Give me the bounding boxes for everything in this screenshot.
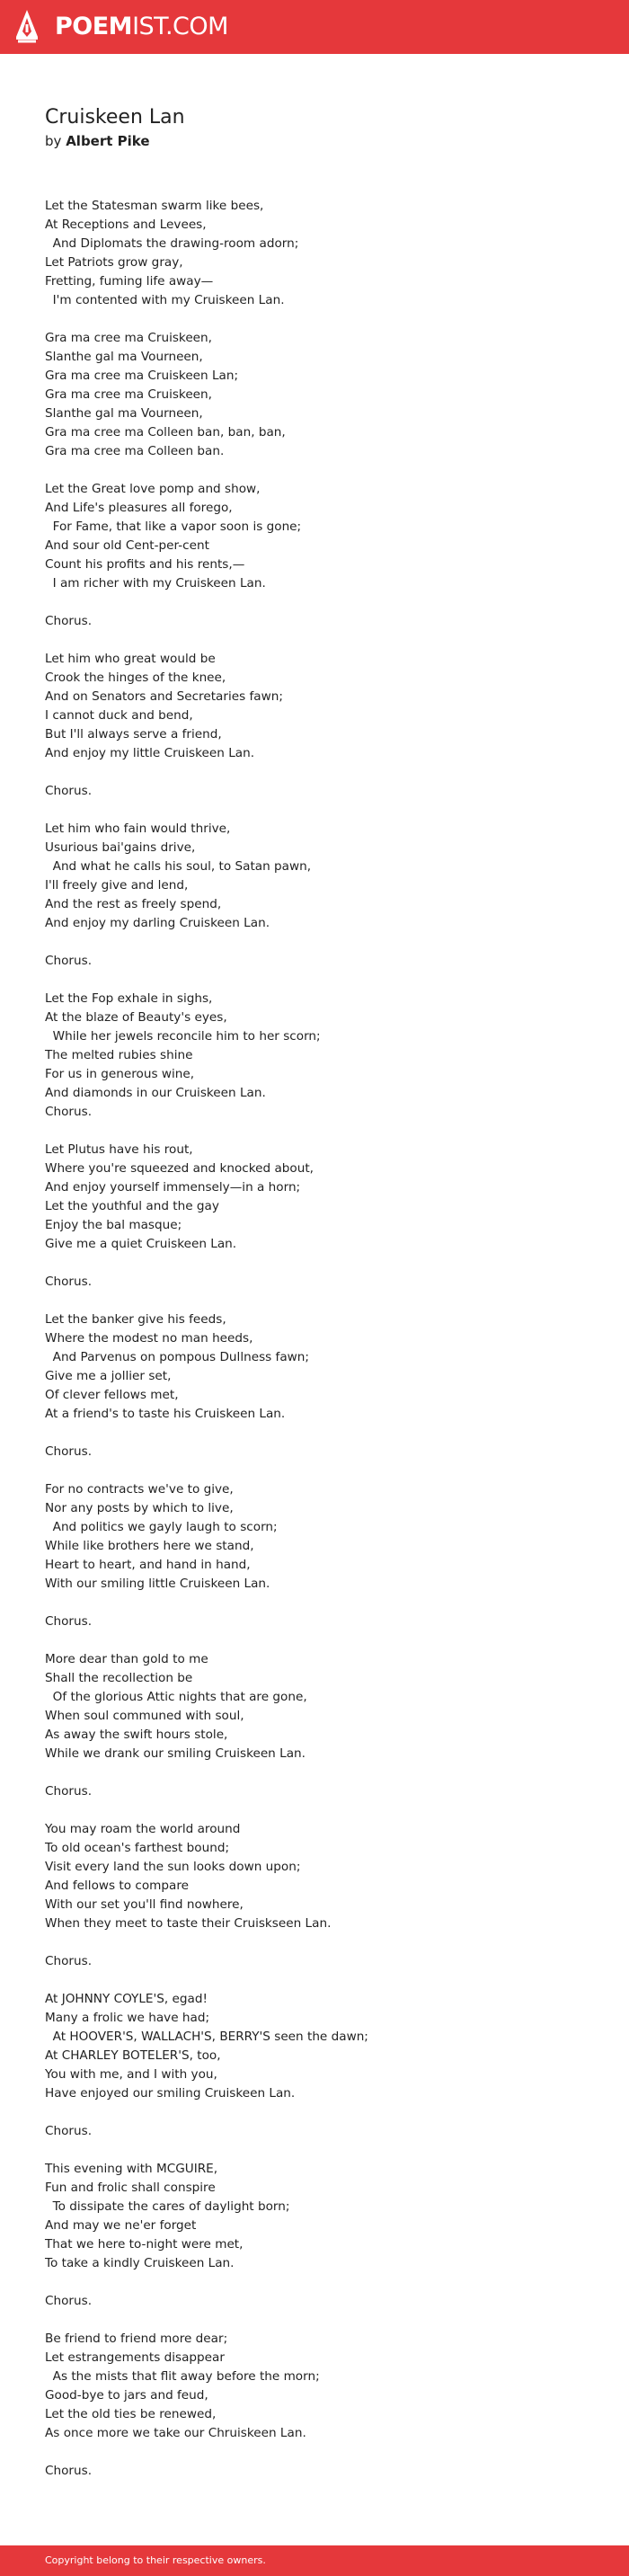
stanza-break [45, 593, 602, 612]
poem-line: While her jewels reconcile him to her scorn; [45, 1029, 321, 1044]
poem-title: Cruiskeen Lan [45, 106, 185, 129]
stanza-break [45, 1971, 602, 1990]
poem-line: Fretting, fuming life away— [45, 274, 214, 289]
poem-line: And Diplomats the drawing-room adorn; [45, 236, 299, 251]
poem-line: And may we ne'er forget [45, 2218, 197, 2233]
stanza-break [45, 1254, 602, 1273]
by-label: by [45, 133, 62, 149]
poem-line: Chorus. [45, 1954, 93, 1968]
poem-line: Let him who great would be [45, 652, 216, 666]
stanza-break [45, 1801, 602, 1820]
poem-line: Chorus. [45, 1784, 93, 1799]
stanza-break [45, 763, 602, 782]
site-footer [0, 2545, 629, 2576]
pen-nib-icon[interactable] [16, 10, 38, 43]
poem-line: Let Plutus have his rout, [45, 1142, 193, 1157]
site-header [0, 0, 629, 54]
poem-line: For us in generous wine, [45, 1067, 195, 1081]
poem-line: And diamonds in our Cruiskeen Lan. [45, 1086, 266, 1100]
poem-line: And enjoy my darling Cruiskeen Lan. [45, 916, 270, 930]
poem-line: Usurious bai'gains drive, [45, 840, 196, 855]
stanza-break [45, 1424, 602, 1443]
poem-line: And Parvenus on pompous Dullness fawn; [45, 1350, 309, 1364]
poem-line: But I'll always serve a friend, [45, 727, 222, 742]
poem-line: Chorus. [45, 1105, 93, 1119]
poem-line: Visit every land the sun looks down upon; [45, 1860, 301, 1874]
poem-line: When they meet to taste their Cruiskseen Lan. [45, 1916, 332, 1931]
poem-line: Many a frolic we have had; [45, 2011, 210, 2025]
poem-line: When soul communed with soul, [45, 1709, 244, 1723]
poem-line: Good-bye to jars and feud, [45, 2388, 208, 2403]
poem-line: The melted rubies shine [45, 1048, 193, 1062]
poem-line: I'll freely give and lend, [45, 878, 189, 893]
stanza-break [45, 2273, 602, 2292]
poem-line: Count his profits and his rents,— [45, 557, 245, 572]
poem-line: Of clever fellows met, [45, 1388, 179, 1402]
poem-line: Slanthe gal ma Vourneen, [45, 406, 203, 421]
poem-body [45, 197, 602, 2481]
poem-line: As the mists that flit away before the morn; [45, 2369, 320, 2384]
poem-line: And enjoy yourself immensely—in a horn; [45, 1180, 301, 1195]
stanza-break [45, 2141, 602, 2160]
poem-line: Nor any posts by which to live, [45, 1501, 234, 1515]
poem-line: Gra ma cree ma Colleen ban, ban, ban, [45, 425, 286, 440]
poem-line: At HOOVER'S, WALLACH'S, BERRY'S seen the dawn; [45, 2030, 368, 2044]
stanza-break [45, 1631, 602, 1650]
stanza-break [45, 1594, 602, 1612]
poem-line: This evening with MCGUIRE, [45, 2162, 218, 2176]
poem-line: To dissipate the cares of daylight born; [45, 2199, 290, 2214]
stanza-break [45, 971, 602, 990]
stanza-break [45, 461, 602, 480]
poem-line: Slanthe gal ma Vourneen, [45, 350, 203, 364]
author-link[interactable]: Albert Pike [66, 133, 150, 149]
stanza-break [45, 801, 602, 820]
poem-line: I am richer with my Cruiskeen Lan. [45, 576, 266, 591]
poem-line: Let Patriots grow gray, [45, 255, 183, 270]
poem-line: Gra ma cree ma Cruiskeen, [45, 331, 212, 345]
stanza-break [45, 2103, 602, 2122]
poem-line: Let the old ties be renewed, [45, 2407, 217, 2421]
poem-line: Have enjoyed our smiling Cruiskeen Lan. [45, 2086, 296, 2101]
poem-line: And enjoy my little Cruiskeen Lan. [45, 746, 255, 760]
poem-line: More dear than gold to me [45, 1652, 208, 1666]
poem-line: With our smiling little Cruiskeen Lan. [45, 1577, 270, 1591]
poem-line: Crook the hinges of the knee, [45, 671, 226, 685]
stanza-break [45, 1292, 602, 1310]
poem-line: While like brothers here we stand, [45, 1539, 254, 1553]
poem-line: Enjoy the bal masque; [45, 1218, 182, 1232]
poem-line: Chorus. [45, 2294, 93, 2308]
poem-line: At Receptions and Levees, [45, 218, 207, 232]
poem-line: And Life's pleasures all forego, [45, 501, 233, 515]
poem-line: For Fame, that like a vapor soon is gone; [45, 520, 302, 534]
poem-line: I cannot duck and bend, [45, 708, 193, 723]
poem-line: I'm contented with my Cruiskeen Lan. [45, 293, 285, 307]
poem-line: Chorus. [45, 2464, 93, 2478]
poem-line: Let the youthful and the gay [45, 1199, 219, 1213]
poem-line: Fun and frolic shall conspire [45, 2181, 216, 2195]
poem-line: Gra ma cree ma Cruiskeen, [45, 387, 212, 402]
stanza-break [45, 1461, 602, 1480]
poem-line: Gra ma cree ma Cruiskeen Lan; [45, 369, 239, 383]
poem-line: And the rest as freely spend, [45, 897, 222, 911]
stanza-break [45, 631, 602, 650]
poem-byline [45, 132, 150, 150]
poem-line: Chorus. [45, 1614, 93, 1629]
poem-line: That we here to-night were met, [45, 2237, 244, 2252]
poem-line: Chorus. [45, 2124, 93, 2138]
poem-line: At CHARLEY BOTELER'S, too, [45, 2048, 221, 2063]
poem-line: Heart to heart, and hand in hand, [45, 1558, 251, 1572]
poem-line: Give me a quiet Cruiskeen Lan. [45, 1237, 237, 1251]
poem-line: Where the modest no man heeds, [45, 1331, 253, 1346]
stanza-break [45, 933, 602, 952]
poem-line: Chorus. [45, 784, 93, 798]
poem-line: And what he calls his soul, to Satan pawn, [45, 859, 312, 874]
brand-light: IST.COM [132, 13, 228, 40]
copyright-notice: Copyright belong to their respective owners. [45, 2554, 266, 2566]
poem-line: Where you're squeezed and knocked about, [45, 1161, 314, 1176]
poem-line: Give me a jollier set, [45, 1369, 172, 1383]
poem-line: Let the Fop exhale in sighs, [45, 991, 213, 1006]
poem-line: And politics we gayly laugh to scorn; [45, 1520, 278, 1534]
poem-line: Chorus. [45, 1275, 93, 1289]
poem-line: And on Senators and Secretaries fawn; [45, 689, 283, 704]
poem-line: At JOHNNY COYLE'S, egad! [45, 1992, 208, 2006]
poem-line: With our set you'll find nowhere, [45, 1897, 244, 1912]
poem-line: At a friend's to taste his Cruiskeen Lan. [45, 1407, 286, 1421]
stanza-break [45, 1122, 602, 1141]
poem-line: To old ocean's farthest bound; [45, 1841, 230, 1855]
stanza-break [45, 310, 602, 329]
stanza-break [45, 1763, 602, 1782]
poem-line: As once more we take our Chruiskeen Lan. [45, 2426, 306, 2440]
site-logo[interactable] [55, 12, 228, 42]
poem-line: At the blaze of Beauty's eyes, [45, 1010, 227, 1025]
poem-line: You may roam the world around [45, 1822, 241, 1836]
poem-line: For no contracts we've to give, [45, 1482, 234, 1497]
stanza-break [45, 1933, 602, 1952]
poem-line: And sour old Cent-per-cent [45, 538, 209, 553]
poem-line: Let the banker give his feeds, [45, 1312, 226, 1327]
poem-line: Gra ma cree ma Colleen ban. [45, 444, 225, 458]
poem-line: Let the Statesman swarm like bees, [45, 199, 264, 213]
poem-line: Be friend to friend more dear; [45, 2332, 228, 2346]
poem-line: Chorus. [45, 1444, 93, 1459]
poem-line: As away the swift hours stole, [45, 1728, 228, 1742]
stanza-break [45, 2443, 602, 2462]
stanza-break [45, 2311, 602, 2330]
poem-line: Chorus. [45, 614, 93, 628]
poem-line: To take a kindly Cruiskeen Lan. [45, 2256, 235, 2270]
poem-line: Of the glorious Attic nights that are gone, [45, 1690, 307, 1704]
poem-line: Let the Great love pomp and show, [45, 482, 261, 496]
poem-line: And fellows to compare [45, 1879, 190, 1893]
poem-line: Chorus. [45, 954, 93, 968]
poem-line: Shall the recollection be [45, 1671, 193, 1685]
poem-line: You with me, and I with you, [45, 2067, 217, 2082]
poem-line: Let estrangements disappear [45, 2350, 225, 2365]
brand-bold: POEM [55, 13, 133, 40]
poem-line: While we drank our smiling Cruiskeen Lan. [45, 1746, 306, 1761]
poem-line: Let him who fain would thrive, [45, 822, 231, 836]
